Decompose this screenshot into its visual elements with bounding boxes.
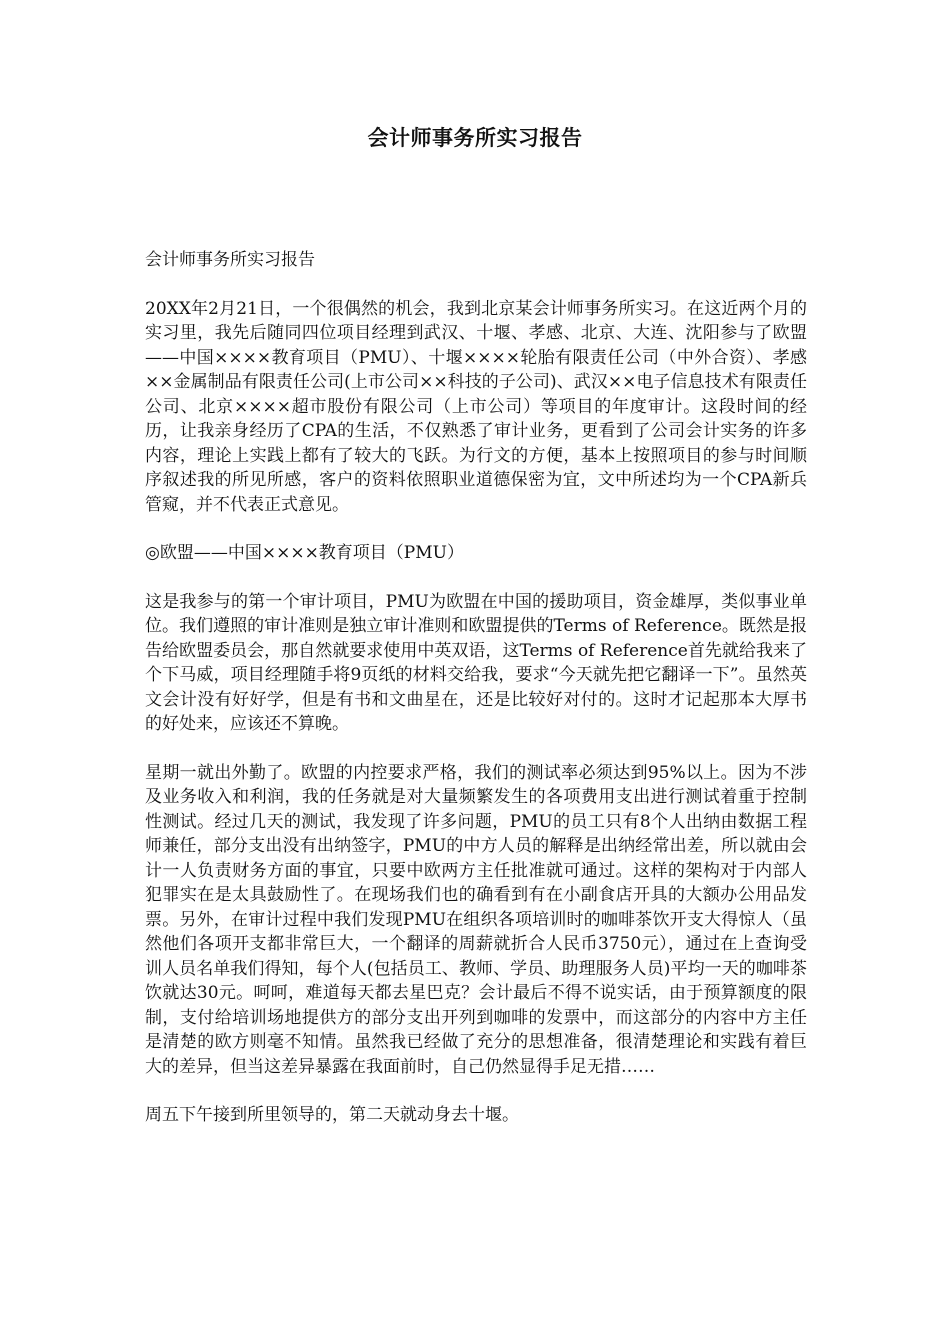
subtitle-paragraph: 会计师事务所实习报告	[145, 250, 315, 270]
closing-paragraph: 周五下午接到所里领导的，第二天就动身去十堰。	[145, 1105, 519, 1125]
document-body	[145, 248, 807, 1128]
section-heading-pmu: ◎欧盟——中国××××教育项目（PMU）	[145, 543, 464, 563]
document-title: 会计师事务所实习报告	[367, 125, 583, 150]
pmu-paragraph-2: 星期一就出外勤了。欧盟的内控要求严格，我们的测试率必须达到95%以上。因为不涉及业务收入和利润，我的任务就是对大量频繁发生的各项费用支出进行测试着重于控制性测试。经过几天的测试，我发现了许多问题，PMU的员工只有8个人出纳由数据工程师兼任，部分支出没有出纳签字，PMU的中方人员的解释是出纳经常出差，所以就由会计一人负责财务方面的事宜，只要中欧两方主任批准就可通过。这样的架构对于内部人犯罪实在是太具鼓励性了。在现场我们也的确看到有在小副食店开具的大额办公用品发票。另外，在审计过程中我们发现PMU在组织各项培训时的咖啡茶饮开支大得惊人（虽然他们各项开支都非常巨大，一个翻译的周薪就折合人民币3750元），通过在上查询受训人员名单我们得知，每个人(包括员工、教师、学员、助理服务人员)平均一天的咖啡茶饮就达30元。呵呵，难道每天都去星巴克？会计最后不得不说实话，由于预算额度的限制，支付给培训场地提供方的部分支出开列到咖啡的发票中，而这部分的内容中方主任是清楚的欧方则毫不知情。虽然我已经做了充分的思想准备，很清楚理论和实践有着巨大的差异，但当这差异暴露在我面前时，自己仍然显得手足无措……	[145, 762, 807, 1077]
pmu-paragraph-1: 这是我参与的第一个审计项目，PMU为欧盟在中国的援助项目，资金雄厚，类似事业单位。我们遵照的审计准则是独立审计准则和欧盟提供的Terms of Reference。既然是报告给欧盟委员会，那自然就要求使用中英双语，这Terms of Reference首先就给我来了个下马威，项目经理随手将9页纸的材料交给我，要求“今天就先把它翻译一下”。虽然英文会计没有好好学，但是有书和文曲星在，还是比较好对付的。这时才记起那本大厚书的好处来，应该还不算晚。	[145, 591, 807, 734]
intro-paragraph: 20XX年2月21日，一个很偶然的机会，我到北京某会计师事务所实习。在这近两个月的实习里，我先后随同四位项目经理到武汉、十堰、孝感、北京、大连、沈阳参与了欧盟——中国××××教育项目（PMU）、十堰××××轮胎有限责任公司（中外合资）、孝感××金属制品有限责任公司(上市公司××科技的子公司)、武汉××电子信息技术有限责任公司、北京××××超市股份有限公司（上市公司）等项目的年度审计。这段时间的经历，让我亲身经历了CPA的生活，不仅熟悉了审计业务，更看到了公司会计实务的许多内容，理论上实践上都有了较大的飞跃。为行文的方便，基本上按照项目的参与时间顺序叙述我的所见所感，客户的资料依照职业道德保密为宜，文中所述均为一个CPA新兵管窥，并不代表正式意见。	[145, 298, 807, 515]
